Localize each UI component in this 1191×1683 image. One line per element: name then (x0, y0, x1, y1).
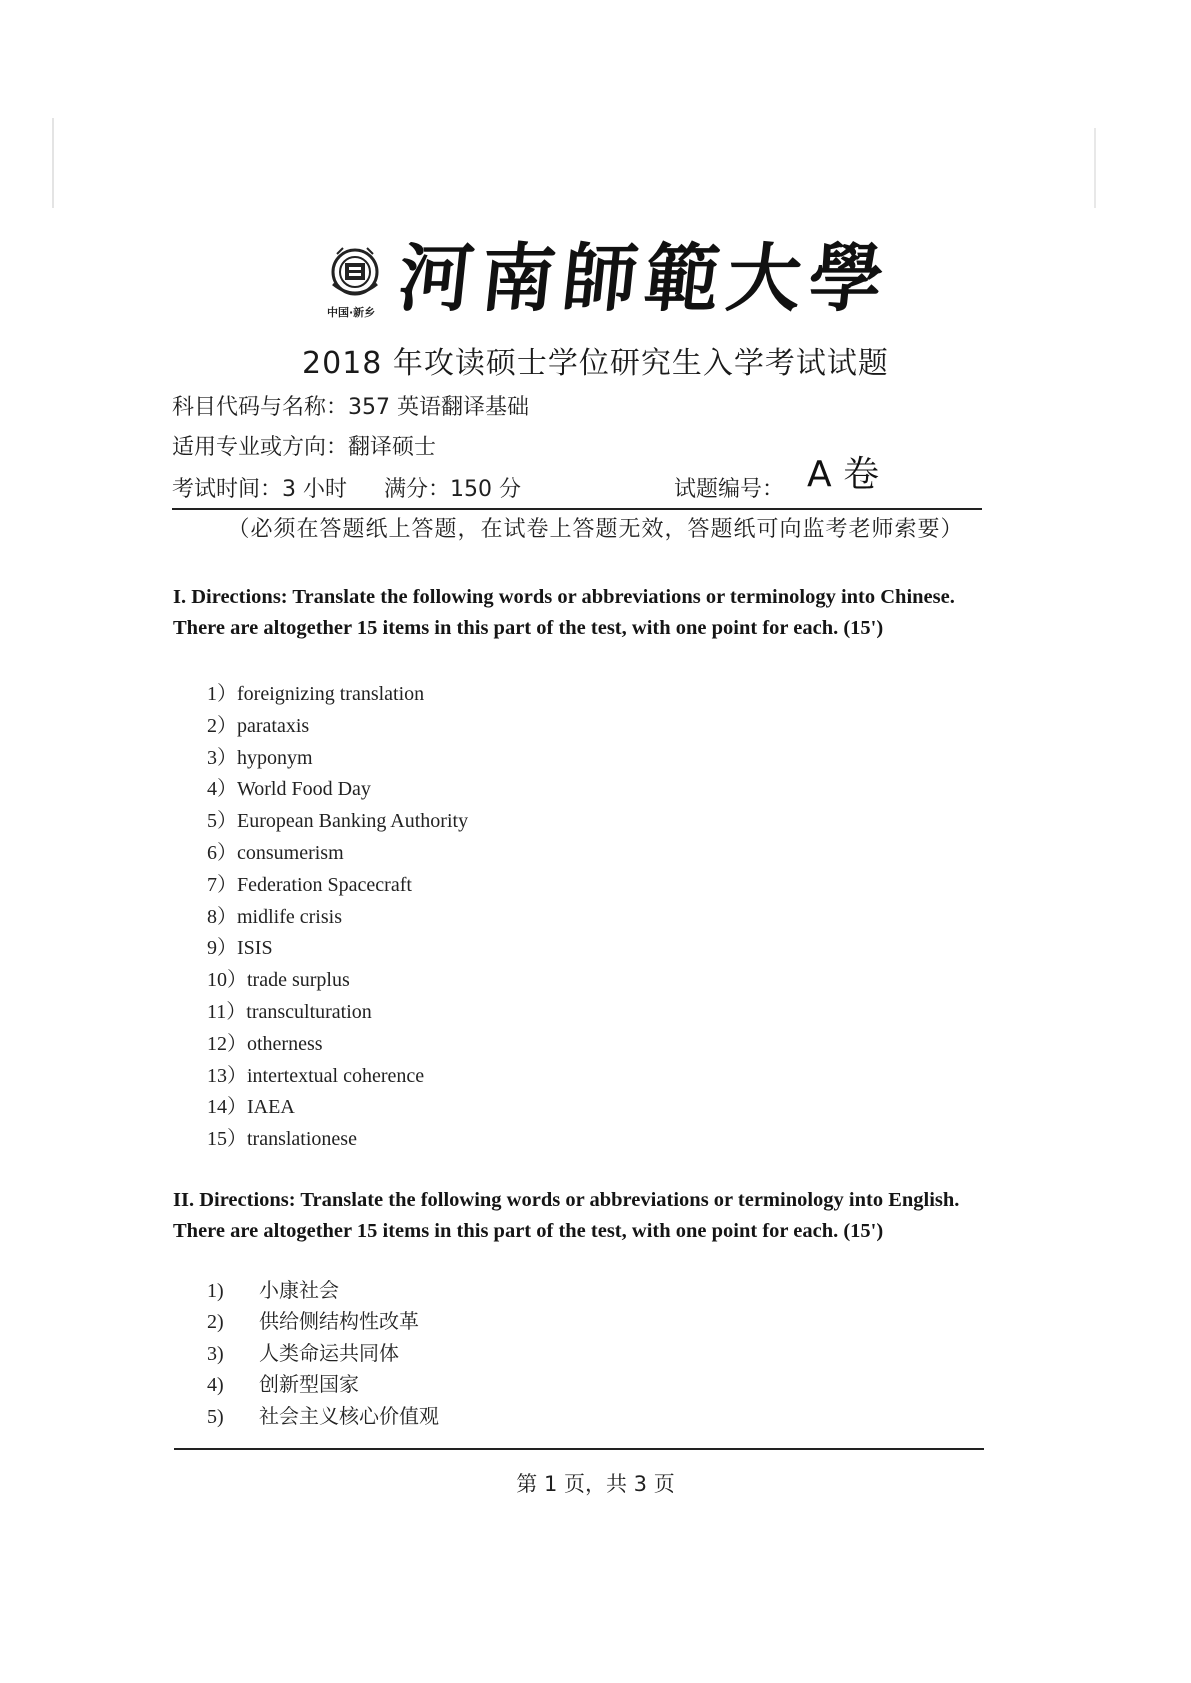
list-item (207, 1370, 439, 1401)
item-term: foreignizing translation (237, 683, 425, 705)
item-number: 10） (207, 969, 247, 992)
list-item (207, 902, 468, 934)
item-term: 小康社会 (259, 1280, 339, 1302)
item-term: Federation Spacecraft (237, 873, 412, 896)
exam-title: 2018 年攻读硕士学位研究生入学考试试题 (302, 346, 889, 381)
section-2-directions: II. Directions: Translate the following words or abbreviations or terminology into English. There are altogether 15 items in this part of the test, with one point for each. (15') (173, 1189, 960, 1242)
list-item (207, 1307, 439, 1338)
section-1-directions: I. Directions: Translate the following words or abbreviations or terminology into Chinese. There are altogether 15 items in this part of the test, with one point for each. (15') (173, 586, 955, 639)
scan-artifact-right (1094, 128, 1096, 208)
item-term: World Food Day (237, 778, 371, 801)
item-number: 5） (207, 810, 237, 833)
seal-caption: 中国·新乡 (327, 306, 376, 318)
page-indicator: 第 1 页，共 3 页 (516, 1472, 675, 1496)
full-score: 满分：150 分 (384, 477, 521, 502)
list-item (207, 1124, 468, 1156)
item-number: 15） (207, 1128, 247, 1151)
item-term: transculturation (246, 1000, 372, 1023)
item-number: 13） (207, 1064, 247, 1087)
list-item (207, 997, 468, 1029)
item-number: 1） (207, 683, 237, 705)
item-number: 7） (207, 873, 237, 896)
item-term: midlife crisis (237, 905, 342, 928)
item-term: European Banking Authority (237, 810, 469, 833)
item-number: 5) (207, 1405, 224, 1428)
item-number: 2） (207, 714, 237, 737)
header-divider (172, 508, 982, 510)
list-item (207, 1029, 468, 1061)
item-term: 社会主义核心价值观 (259, 1405, 439, 1428)
item-term: 人类命运共同体 (259, 1342, 399, 1365)
exam-duration: 考试时间：3 小时 (172, 477, 347, 502)
item-number: 12） (207, 1032, 247, 1055)
item-term: intertextual coherence (247, 1064, 425, 1087)
scan-artifact-left (52, 118, 54, 208)
university-logo (325, 236, 896, 328)
item-number: 3) (207, 1342, 224, 1365)
list-item (207, 774, 468, 806)
list-item (207, 806, 468, 838)
item-number: 11） (207, 1000, 247, 1023)
paper-code-label: 试题编号： (674, 477, 785, 502)
exam-info-row (172, 454, 982, 504)
footer-divider (174, 1448, 984, 1450)
item-number: 3） (207, 746, 237, 769)
university-name: 河南師範大學 (394, 236, 896, 322)
list-item (207, 933, 468, 965)
item-number: 9） (207, 937, 237, 960)
item-term: trade surplus (247, 969, 350, 992)
list-item (207, 711, 468, 743)
item-term: ISIS (237, 937, 273, 960)
subject-code-name: 科目代码与名称：357 英语翻译基础 (172, 395, 529, 420)
list-item (207, 1339, 439, 1370)
item-term: otherness (247, 1032, 323, 1055)
item-number: 1) (207, 1280, 224, 1302)
list-item (207, 743, 468, 775)
paper-version: A 卷 (807, 454, 880, 495)
section-2-items (207, 1276, 439, 1433)
list-item (207, 965, 468, 997)
section-1-items (207, 679, 468, 1156)
list-item (207, 870, 468, 902)
university-seal-icon (325, 246, 385, 318)
item-term: consumerism (237, 841, 344, 864)
item-number: 2) (207, 1311, 224, 1334)
answer-sheet-notice: （必须在答题纸上答题，在试卷上答题无效，答题纸可向监考老师索要） (227, 517, 964, 542)
list-item (207, 679, 468, 711)
item-number: 6） (207, 841, 237, 864)
item-number: 4) (207, 1374, 224, 1397)
list-item (207, 1276, 439, 1307)
list-item (207, 1402, 439, 1433)
item-term: IAEA (247, 1096, 295, 1119)
item-number: 8） (207, 905, 237, 928)
list-item (207, 1092, 468, 1124)
list-item (207, 838, 468, 870)
applicable-major: 适用专业或方向：翻译硕士 (172, 435, 437, 460)
item-term: translationese (247, 1128, 357, 1151)
item-number: 4） (207, 778, 237, 801)
list-item (207, 1061, 468, 1093)
item-term: 供给侧结构性改革 (259, 1311, 419, 1334)
item-term: 创新型国家 (259, 1374, 359, 1397)
item-term: parataxis (237, 714, 310, 737)
item-number: 14） (207, 1096, 247, 1119)
item-term: hyponym (237, 746, 313, 769)
